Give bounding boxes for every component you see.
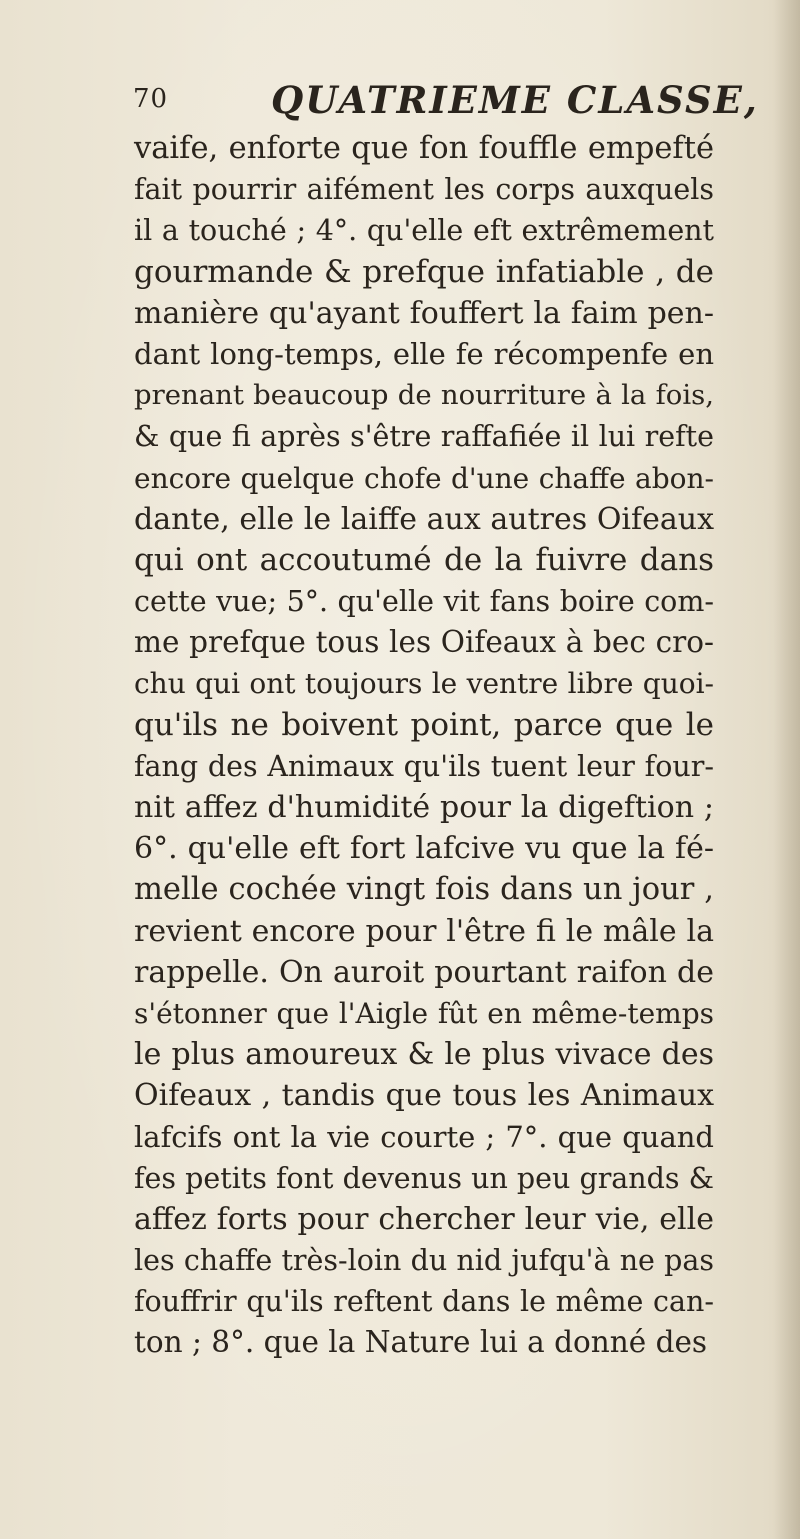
text-line: fouffrir qu'ils reftent dans le même can- [134,1285,714,1319]
text-line: fait pourrir aifément les corps auxquels [134,173,714,207]
text-line: encore quelque chofe d'une chaffe abon- [134,461,714,495]
text-line: vaife, enforte que fon fouffle empefté [134,131,714,166]
text-line: affez forts pour chercher leur vie, elle [134,1201,714,1237]
text-line: prenant beaucoup de nourriture à la fois, [134,379,714,412]
text-line: fang des Animaux qu'ils tuent leur four- [134,749,714,783]
text-line: les chaffe très-loin du nid jufqu'à ne pas [134,1244,714,1278]
text-line: qu'ils ne boivent point, parce que le [134,706,714,743]
text-line: nit affez d'humidité pour la digeftion ; [134,790,714,825]
text-line: gourmande & prefque infatiable , de [134,253,714,290]
text-line: Oifeaux , tandis que tous les Animaux [134,1078,714,1114]
text-line: cette vue; 5°. qu'elle vit fans boire com- [134,585,714,619]
text-line: fes petits font devenus un peu grands & [134,1161,714,1195]
text-line: lafcifs ont la vie courte ; 7°. que quand [134,1119,714,1154]
text-line: & que fi après s'être raffafiée il lui refte [134,420,714,454]
text-line: s'étonner que l'Aigle fût en même-temps [134,996,714,1030]
page-header [133,78,759,128]
text-line: manière qu'ayant fouffert la faim pen- [134,295,714,331]
text-line: rappelle. On auroit pourtant raifon de [134,954,714,990]
text-line: le plus amoureux & le plus vivace des [134,1037,714,1073]
body-text [134,128,714,1364]
text-line: chu qui ont toujours le ventre libre quoi- [134,667,714,701]
page-edge-shadow [774,0,800,1539]
text-line: qui ont accoutumé de la fuivre dans [134,541,714,578]
page-number: 70 [133,84,169,114]
text-line: melle cochée vingt fois dans un jour , [134,872,714,908]
text-line: revient encore pour l'être fi le mâle la [134,913,714,949]
running-title: QUATRIEME CLASSE, [271,78,759,122]
text-line: ton ; 8°. que la Nature lui a donné des [134,1325,708,1360]
text-line: dante, elle le laiffe aux autres Oifeaux [134,501,714,537]
text-line: dant long-temps, elle fe récompenfe en [134,336,714,371]
text-line: il a touché ; 4°. qu'elle eft extrêmement [134,214,714,248]
text-line: me prefque tous les Oifeaux à bec cro- [134,625,714,660]
text-line: 6°. qu'elle eft fort lafcive vu que la fé- [134,831,714,867]
